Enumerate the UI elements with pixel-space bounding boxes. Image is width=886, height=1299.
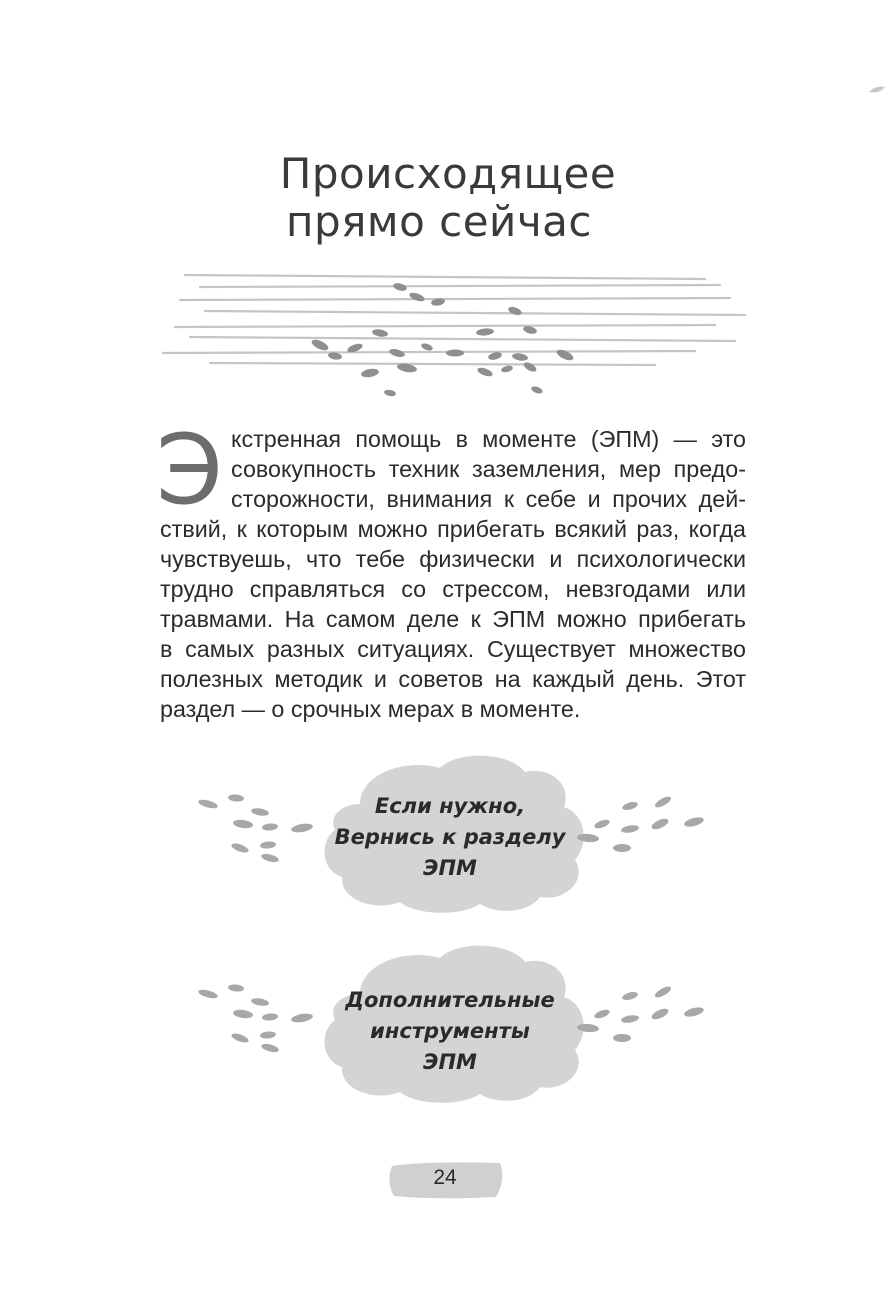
callout-text-2 — [330, 985, 570, 1078]
callout-2-line-2: инструменты — [370, 1019, 530, 1043]
callout-text-1 — [330, 791, 570, 884]
page-title-line-1: Происходящее — [279, 149, 617, 198]
body-line-1: кстренная помощь в моменте (ЭПМ) — это — [231, 426, 746, 452]
body-paragraph — [156, 414, 746, 724]
callout-1-line-3: ЭПМ — [423, 856, 477, 880]
page-title-line-2: прямо сейчас — [286, 197, 592, 246]
callout-cloud-1 — [190, 752, 710, 922]
body-line-10: раздел — о срочных мерах в моменте. — [160, 696, 581, 722]
corner-decoration — [868, 84, 886, 96]
drop-cap-letter: Э — [156, 414, 224, 526]
scribble-lines-decoration — [155, 265, 755, 400]
body-line-3: сторожности, внимания к себе и прочих дей- — [231, 486, 746, 512]
body-line-9: полезных методик и советов на каждый день. Этот — [160, 666, 746, 692]
callout-cloud-2 — [190, 942, 710, 1112]
body-line-5: чувствуешь, что тебе физически и психологически — [160, 546, 746, 572]
page-title — [0, 150, 886, 246]
body-line-2: совокупность техник заземления, мер предо- — [231, 456, 746, 482]
body-line-8: в самых разных ситуациях. Существует множество — [160, 636, 746, 662]
body-line-4: ствий, к которым можно прибегать всякий раз, когда — [160, 516, 746, 542]
callout-1-line-1: Если нужно, — [374, 794, 526, 818]
body-line-6: трудно справляться со стрессом, невзгодами или — [160, 576, 746, 602]
body-line-7: травмами. На самом деле к ЭПМ можно прибегать — [160, 606, 746, 632]
page-number: 24 — [433, 1166, 457, 1189]
callout-1-line-2: Вернись к разделу — [334, 825, 566, 849]
callout-2-line-3: ЭПМ — [423, 1050, 477, 1074]
callout-2-line-1: Дополнительные — [345, 988, 555, 1012]
